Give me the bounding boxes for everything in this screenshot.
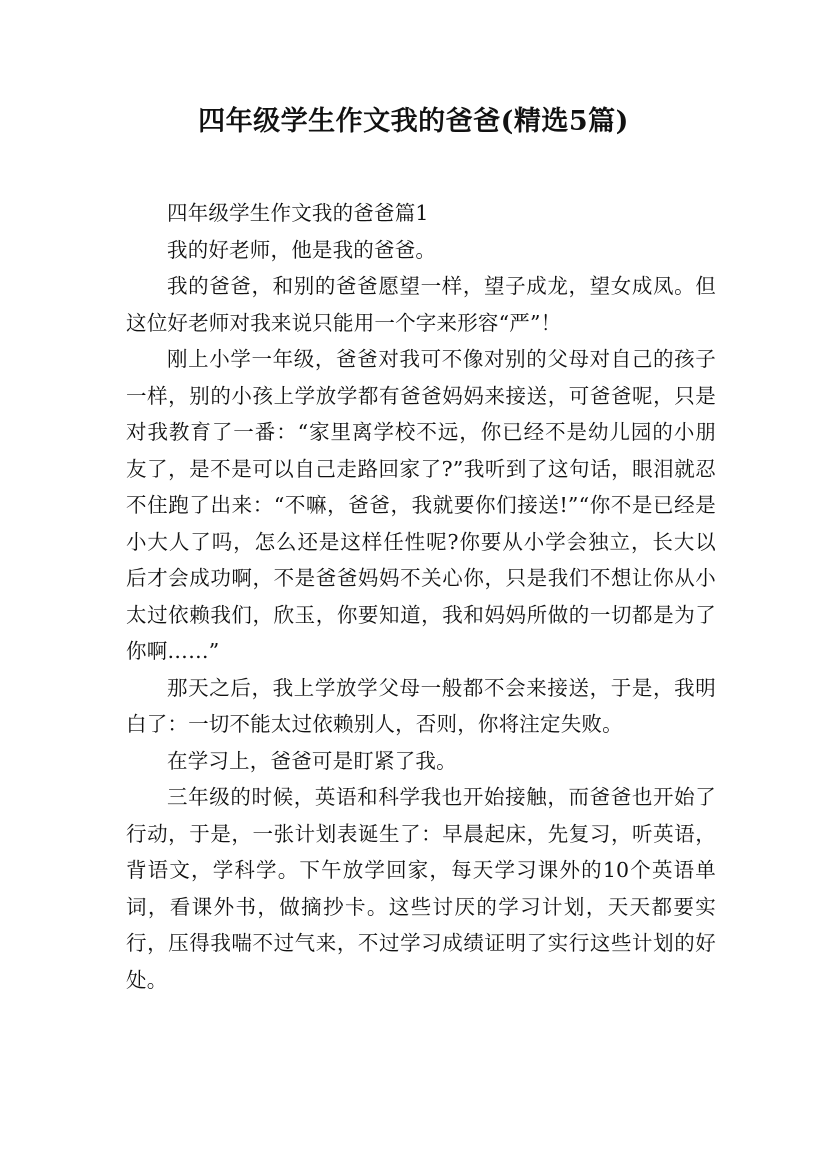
document-title: 四年级学生作文我的爸爸(精选5篇) bbox=[198, 106, 629, 137]
paragraph: 三年级的时候，英语和科学我也开始接触，而爸爸也开始了行动，于是，一张计划表诞生了：早晨起床，先复习，听英语，背语文，学科学。下午放学回家，每天学习课外的10个英语单词，看课外书，做摘抄卡。这些讨厌的学习计划，天天都要实行，压得我喘不过气来，不过学习成绩证明了实行这些计划的好处。 bbox=[126, 785, 716, 992]
paragraph-section-heading: 四年级学生作文我的爸爸篇1 bbox=[167, 201, 429, 225]
paragraph: 那天之后，我上学放学父母一般都不会来接送，于是，我明白了：一切不能太过依赖别人，否则，你将注定失败。 bbox=[126, 675, 716, 736]
paragraph: 我的好老师，他是我的爸爸。 bbox=[167, 237, 437, 262]
paragraph: 刚上小学一年级，爸爸对我可不像对别的父母对自己的孩子一样，别的小孩上学放学都有爸爸妈妈来接送，可爸爸呢，只是对我教育了一番：“家里离学校不远，你已经不是幼儿园的小朋友了，是不是可以自己走路回家了?”我听到了这句话，眼泪就忍不住跑了出来：“不嘛，爸爸，我就要你们接送!”“你不是已经是小大人了吗，怎么还是这样任性呢?你要从小学会独立，长大以后才会成功啊，不是爸爸妈妈不关心你，只是我们不想让你从小太过依赖我们，欣玉，你要知道，我和妈妈所做的一切都是为了你啊……” bbox=[126, 347, 716, 663]
paragraph: 我的爸爸，和别的爸爸愿望一样，望子成龙，望女成凤。但这位好老师对我来说只能用一个字来形容“严”！ bbox=[126, 274, 716, 335]
paragraph: 在学习上，爸爸可是盯紧了我。 bbox=[167, 748, 457, 773]
document-body bbox=[126, 195, 716, 998]
